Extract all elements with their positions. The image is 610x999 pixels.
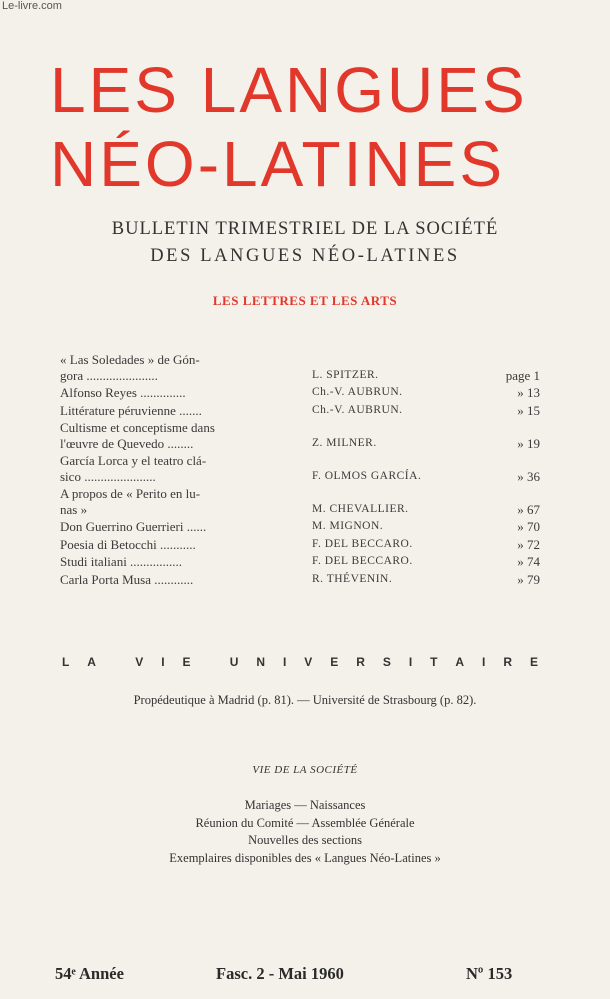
heading-letter: R [356, 655, 365, 669]
toc-row [60, 403, 540, 419]
heading-letter [114, 655, 117, 669]
toc-page: » 70 [517, 519, 540, 534]
toc-row [60, 453, 540, 484]
toc-page: » 79 [517, 571, 540, 587]
toc-title: Studi italiani ................ [60, 554, 183, 569]
journal-title-line2: NÉO-LATINES [50, 128, 505, 200]
toc-page: » 67 [517, 501, 540, 517]
vie-societe-line: Mariages — Naissances [244, 798, 366, 812]
toc-row [60, 352, 540, 383]
toc-page: » 74 [517, 554, 540, 569]
heading-letter: T [430, 655, 438, 669]
footer-number: Nº 153 [466, 964, 513, 983]
toc-row [60, 572, 540, 588]
toc-title: « Las Soledades » de Gón- gora ...................... [60, 352, 200, 383]
toc-author: F. OLMOS GARCÍA. [312, 469, 422, 482]
section-title: LES LETTRES ET LES ARTS [212, 293, 398, 308]
heading-letter: A [87, 655, 96, 669]
heading-letter: S [382, 655, 391, 669]
heading-letter: V [135, 655, 144, 669]
toc-author: M. MIGNON. [312, 520, 384, 532]
vie-universitaire-text: Propédeutique à Madrid (p. 81). — Université de Strasbourg (p. 82). [133, 693, 477, 707]
subtitle-line1: BULLETIN TRIMESTRIEL DE LA SOCIÉTÉ [111, 219, 499, 239]
heading-letter: I [161, 655, 165, 669]
toc-author: M. CHEVALLIER. [312, 502, 409, 515]
toc-author: Z. MILNER. [312, 436, 377, 449]
toc-title: García Lorca y el teatro clá- sico ...................... [60, 453, 207, 484]
vie-universitaire-title [62, 655, 538, 669]
footer-year: 54ᵉ Année [55, 964, 124, 983]
heading-letter: V [304, 655, 313, 669]
vie-societe-line: Réunion du Comité — Assemblée Générale [195, 815, 415, 830]
toc-row [60, 486, 540, 517]
toc-author: L. SPITZER. [312, 368, 379, 381]
vie-societe-line: Nouvelles des sections [248, 833, 362, 847]
toc-title: Carla Porta Musa ............ [60, 571, 194, 587]
heading-letter: I [283, 655, 287, 669]
toc-title: Littérature péruvienne ....... [60, 402, 202, 418]
subtitle-line2: DES LANGUES NÉO-LATINES [150, 246, 460, 266]
toc-author: F. DEL BECCARO. [312, 555, 413, 567]
toc-page: page 1 [505, 367, 540, 383]
toc-row [60, 420, 540, 451]
heading-letter: R [503, 655, 513, 669]
toc-page: » 72 [517, 536, 540, 552]
toc-row [60, 519, 540, 535]
heading-letter: I [408, 655, 413, 669]
toc-page: » 13 [517, 385, 540, 400]
heading-letter: L [62, 655, 70, 669]
toc-author: Ch.-V. AUBRUN. [312, 403, 403, 416]
toc-row [60, 537, 540, 553]
heading-letter: N [256, 655, 266, 669]
heading-letter: U [229, 655, 239, 669]
toc-row [60, 554, 540, 570]
footer-fascicle: Fasc. 2 - Mai 1960 [216, 964, 344, 983]
toc-title: Cultisme et conceptisme dans l'œuvre de Quevedo ........ [60, 420, 215, 451]
toc-title: Alfonso Reyes .............. [60, 385, 186, 400]
toc-author: R. THÉVENIN. [312, 572, 393, 585]
watermark: Le-livre.com [2, 0, 62, 12]
toc-page: » 36 [517, 468, 540, 484]
toc-page: » 19 [517, 435, 540, 451]
heading-letter: I [482, 655, 486, 669]
heading-letter [208, 655, 211, 669]
toc-page: » 15 [517, 402, 540, 418]
toc-author: Ch.-V. AUBRUN. [312, 386, 403, 398]
toc-author: F. DEL BECCARO. [312, 537, 413, 550]
toc-title: Don Guerrino Guerrieri ...... [60, 519, 207, 534]
vie-societe-line: Exemplaires disponibles des « Langues Néo-Latines » [169, 850, 441, 865]
heading-letter: A [455, 655, 465, 669]
heading-letter: E [529, 655, 538, 669]
vie-societe-title: VIE DE LA SOCIÉTÉ [252, 764, 358, 776]
vie-societe-list [0, 797, 610, 867]
table-of-contents [60, 352, 540, 589]
toc-row [60, 385, 540, 401]
journal-title-line1: LES LANGUES [50, 54, 528, 126]
toc-title: Poesia di Betocchi ........... [60, 536, 196, 552]
heading-letter: E [330, 655, 339, 669]
heading-letter: E [182, 655, 191, 669]
toc-title: A propos de « Perito en lu- nas » [60, 486, 201, 517]
